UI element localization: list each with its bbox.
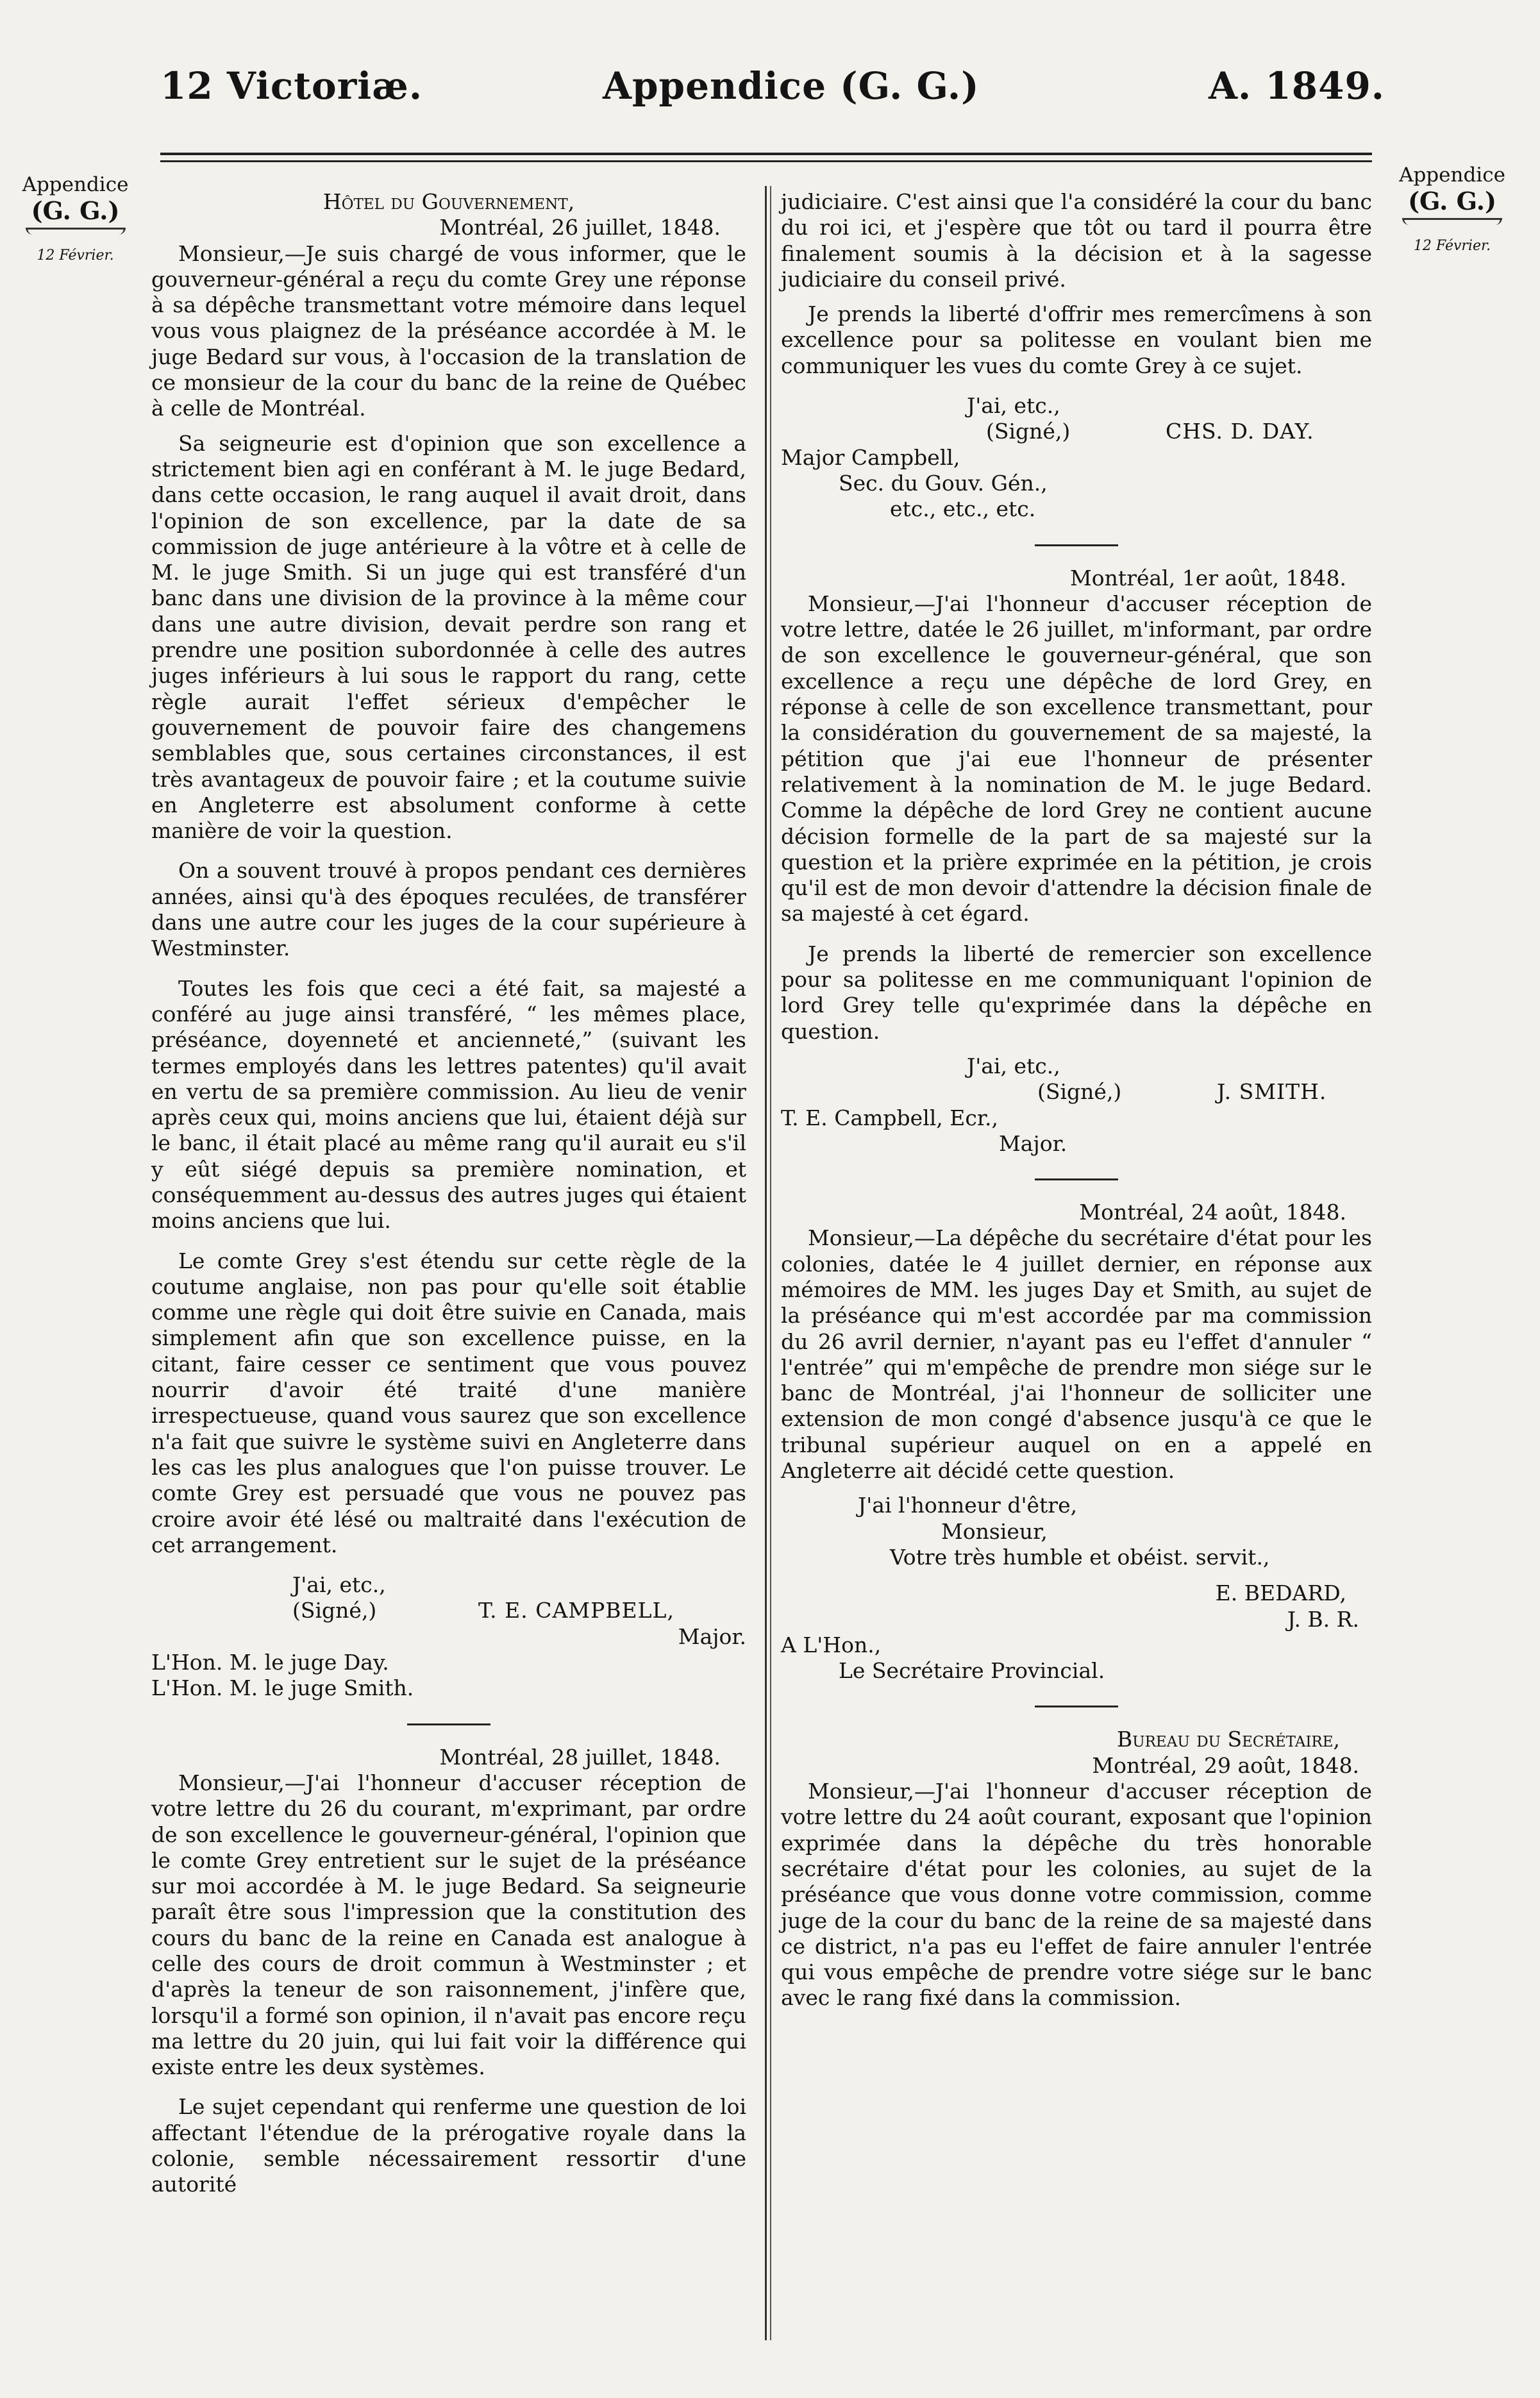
addressee: L'Hon. M. le juge Day. bbox=[151, 1650, 389, 1675]
paragraph: Monsieur,—Je suis chargé de vous informer, que le gouverneur-général a reçu du comte Grey une réponse à sa dépêche transmettant votre mémoire dans lequel vous vous plaignez de la préséance accordée à M. le juge Bedard sur vous, à l'occasion de la translation de ce monsieur de la cour du banc de la reine de Québec à celle de Montréal. bbox=[151, 240, 746, 421]
paragraph: Monsieur,—J'ai l'honneur d'accuser réception de votre lettre du 26 du courant, m'exprimant, par ordre de son excellence le gouverneur-général, l'opinion que le comte Grey entretient sur le sujet de la préséance sur moi accordée à M. le juge Bedard. Sa seigneurie paraît être sous l'impression que la constitution des cours du banc de la reine en Canada est analogue à celle des cours de droit commun à Westminster ; et d'après la teneur de son raisonnement, j'infère que, lorsqu'il a formé son opinion, il n'avait pas encore reçu ma lettre du 20 juin, qui lui fait voir la différence qui existe entre les deux systèmes. bbox=[151, 1770, 746, 2080]
margin-brace bbox=[1402, 218, 1502, 225]
closing: J'ai, etc., bbox=[292, 1572, 386, 1598]
addressee: etc., etc., etc. bbox=[890, 496, 1036, 522]
addressee: Major. bbox=[999, 1130, 1067, 1156]
letter-separator bbox=[1035, 1706, 1118, 1707]
margin-note-code: (G. G.) bbox=[31, 196, 120, 225]
signer-name: T. E. CAMPBELL, bbox=[478, 1598, 674, 1623]
paragraph: Le sujet cependant qui renferme une question de loi affectant l'étendue de la prérogative royale dans la colonie, semble nécessairement ressortir d'une autorité bbox=[151, 2094, 746, 2197]
addressee: T. E. Campbell, Ecr., bbox=[781, 1105, 998, 1130]
closing: J'ai, etc., bbox=[967, 393, 1060, 419]
addressee: Le Secrétaire Provincial. bbox=[839, 1658, 1105, 1684]
margin-note-code: (G. G.) bbox=[1408, 187, 1496, 215]
column-divider bbox=[765, 186, 767, 2340]
paragraph: Monsieur,—J'ai l'honneur d'accuser réception de votre lettre du 24 août courant, exposant que l'opinion exprimée dans la dépêche du très honorable secrétaire d'état pour les colonies, au sujet de la préséance que vous donne votre commission, comme juge de la cour du banc de la reine de sa majesté dans ce district, n'a pas eu l'effet de faire annuler l'entrée qui vous empêche de prendre votre siége sur le banc avec le rang fixé dans la commission. bbox=[781, 1779, 1372, 2011]
signed-label: (Signé,) bbox=[1037, 1079, 1122, 1105]
addressee: Major Campbell, bbox=[781, 444, 960, 470]
paragraph: Monsieur,—La dépêche du secrétaire d'état pour les colonies, datée le 4 juillet dernier, en réponse aux mémoires de MM. les juges Day et Smith, au sujet de la préséance qui m'est accordée par ma commission du 26 avril dernier, n'ayant pas eu l'effet d'annuler “ l'entrée” qui m'empêche de prendre mon siége sur le banc de Montréal, j'ai l'honneur de solliciter une extension de mon congé d'absence jusqu'à ce que le tribunal supérieur auquel on en a appelé en Angleterre ait décidé cette question. bbox=[781, 1225, 1372, 1484]
margin-note-right bbox=[1391, 164, 1513, 254]
paragraph: Je prends la liberté de remercier son excellence pour sa politesse en me communiquant l'opinion de lord Grey telle qu'exprimée dans la dépêche en question. bbox=[781, 941, 1372, 1044]
letter-dateline: Montréal, 24 août, 1848. bbox=[1079, 1200, 1346, 1225]
letter-separator bbox=[1035, 544, 1118, 546]
closing: Monsieur, bbox=[941, 1518, 1048, 1544]
right-column bbox=[781, 189, 1372, 2020]
margin-note-label: Appendice bbox=[22, 173, 129, 196]
header-title: Appendice (G. G.) bbox=[603, 64, 980, 108]
letter-heading: Bureau du Secrétaire, bbox=[1116, 1727, 1340, 1752]
letter-dateline: Montréal, 29 août, 1848. bbox=[1092, 1752, 1359, 1778]
letter-dateline: Montréal, 26 juillet, 1848. bbox=[439, 215, 721, 240]
margin-brace bbox=[26, 228, 126, 235]
margin-note-date: 12 Février. bbox=[1413, 238, 1491, 254]
column-divider-double bbox=[770, 186, 771, 2340]
addressee: Sec. du Gouv. Gén., bbox=[839, 470, 1048, 496]
closing: J'ai l'honneur d'être, bbox=[858, 1493, 1078, 1518]
signer-name: E. BEDARD, bbox=[1215, 1581, 1346, 1606]
paragraph: Je prends la liberté d'offrir mes remercîmens à son excellence pour sa politesse en voulant bien me communiquer les vues du comte Grey à ce sujet. bbox=[781, 301, 1372, 378]
paragraph: Monsieur,—J'ai l'honneur d'accuser réception de votre lettre, datée le 26 juillet, m'informant, par ordre de son excellence le gouverneur-général, que son excellence a reçu une dépêche de lord Grey, en réponse à celle de son excellence transmettant, pour la considération du gouvernement de sa majesté, la pétition que j'ai eue l'honneur de présenter relativement à la nomination de M. le juge Bedard. Comme la dépêche de lord Grey ne contient aucune décision formelle de la part de sa majesté sur la question et la prière exprimée en la pétition, je crois qu'il est de mon devoir d'attendre la décision finale de sa majesté à cet égard. bbox=[781, 591, 1372, 927]
addressee: L'Hon. M. le juge Smith. bbox=[151, 1675, 414, 1701]
header-volume: 12 Victoriæ. bbox=[160, 64, 423, 108]
running-header bbox=[154, 64, 1385, 128]
header-rule-double bbox=[160, 160, 1372, 162]
header-rule bbox=[160, 153, 1372, 155]
letter-heading: Hôtel du Gouvernement, bbox=[322, 189, 575, 214]
letter-separator bbox=[407, 1723, 490, 1725]
left-column bbox=[151, 189, 746, 2207]
paragraph: Toutes les fois que ceci a été fait, sa majesté a conféré au juge ainsi transféré, “ les mêmes place, préséance, doyenneté et ancienneté,” (suivant les termes employés dans les lettres patentes) qu'il avait en vertu de sa première commission. Au lieu de venir après ceux qui, moins anciens que lui, étaient déjà sur le banc, il était placé au même rang qu'il aurait eu s'il y eût siégé depuis sa première nomination, et conséquemment au-dessus des autres juges qui étaient moins anciens que lui. bbox=[151, 975, 746, 1234]
signature-line bbox=[781, 419, 1372, 444]
margin-note-left bbox=[19, 173, 131, 264]
paragraph: Le comte Grey s'est étendu sur cette règle de la coutume anglaise, non pas pour qu'elle soit établie comme une règle qui doit être suivie en Canada, mais simplement afin que son excellence puisse, en la citant, faire cesser ce sentiment que vous pouvez nourrir d'avoir été traité d'une manière irrespectueuse, quand vous saurez que son excellence n'a fait que suivre le système suivi en Angleterre dans les cas les plus analogues que l'on puisse trouver. Le comte Grey est persuadé que vous ne pouvez pas croire avoir été lésé ou maltraité dans l'exécution de cet arrangement. bbox=[151, 1248, 746, 1557]
paragraph: judiciaire. C'est ainsi que l'a considéré la cour du banc du roi ici, et j'espère que tôt ou tard il pourra être finalement soumis à la décision et à la sagesse judiciaire du conseil privé. bbox=[781, 189, 1372, 292]
signature-line bbox=[151, 1598, 746, 1623]
paragraph: On a souvent trouvé à propos pendant ces dernières années, ainsi qu'à des époques reculées, de transférer dans une autre cour les juges de la cour supérieure à Westminster. bbox=[151, 858, 746, 961]
closing: J'ai, etc., bbox=[967, 1053, 1060, 1078]
margin-note-date: 12 Février. bbox=[37, 247, 114, 264]
paragraph: Sa seigneurie est d'opinion que son excellence a strictement bien agi en conférant à M. le juge Bedard, dans cette occasion, le rang auquel il avait droit, dans l'opinion de son excellence, par la date de sa commission de juge antérieure à la vôtre et à celle de M. le juge Smith. Si un juge qui est transféré d'un banc dans une division de la province à la même cour dans une autre division, devait perdre son rang et prendre une position subordonnée à celle des autres juges inférieurs à lui sous le rapport du rang, cette règle aurait l'effet sérieux d'empêcher le gouvernement de pouvoir faire des changemens semblables que, sous certaines circonstances, il est très avantageux de pouvoir faire ; et la coutume suivie en Angleterre est absolument conforme à cette manière de voir la question. bbox=[151, 430, 746, 844]
signed-label: (Signé,) bbox=[292, 1598, 377, 1623]
signer-rank: Major. bbox=[678, 1623, 746, 1649]
signed-label: (Signé,) bbox=[986, 419, 1071, 444]
header-year: A. 1849. bbox=[1208, 64, 1385, 108]
closing: Votre très humble et obéist. servit., bbox=[890, 1544, 1270, 1570]
letter-dateline: Montréal, 1er août, 1848. bbox=[1070, 565, 1346, 591]
signer-name: CHS. D. DAY. bbox=[1166, 419, 1314, 444]
letter-separator bbox=[1035, 1178, 1118, 1180]
signer-title: J. B. R. bbox=[1287, 1606, 1359, 1632]
signature-line bbox=[781, 1079, 1372, 1105]
letter-dateline: Montréal, 28 juillet, 1848. bbox=[439, 1744, 721, 1770]
addressee: A L'Hon., bbox=[781, 1632, 882, 1657]
margin-note-label: Appendice bbox=[1399, 164, 1505, 187]
signer-name: J. SMITH. bbox=[1217, 1079, 1327, 1105]
